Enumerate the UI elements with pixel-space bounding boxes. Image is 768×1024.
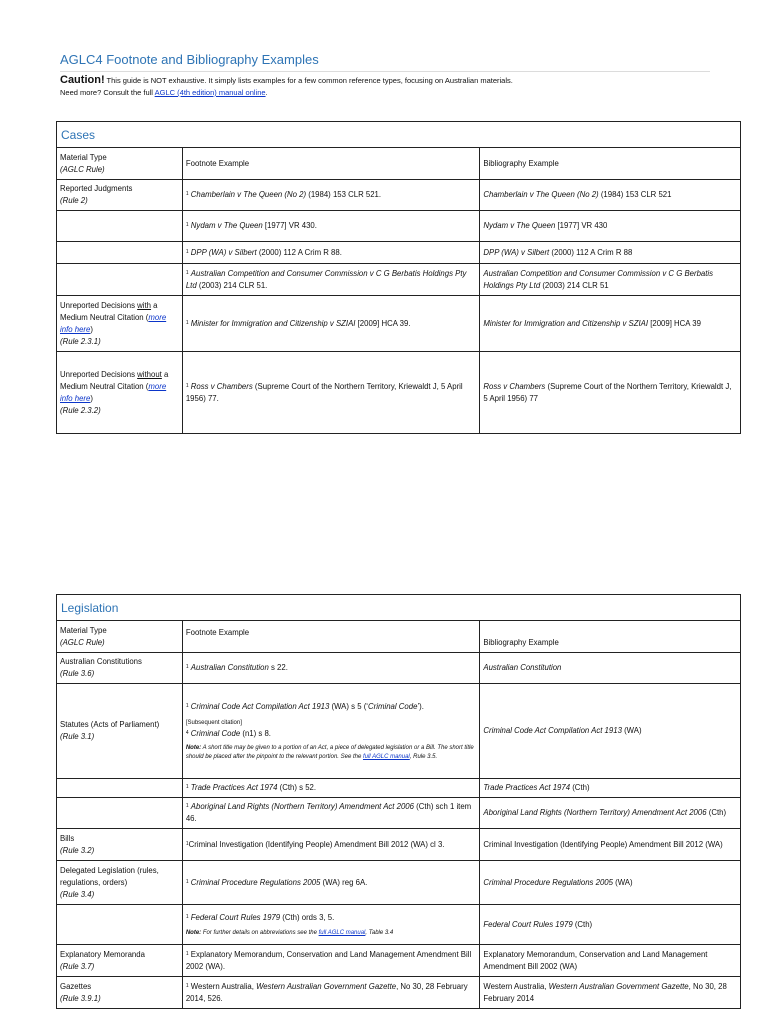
bibliography-cell: Trade Practices Act 1974 (Cth) xyxy=(480,779,741,798)
table-row xyxy=(57,977,741,1009)
page-title: AGLC4 Footnote and Bibliography Examples xyxy=(60,52,319,67)
header-material: Material Type (AGLC Rule) xyxy=(57,148,183,180)
bibliography-cell: Explanatory Memorandum, Conservation and Land Management Amendment Bill 2002 (WA) xyxy=(480,945,741,977)
table-row xyxy=(57,905,741,945)
aglc-manual-link[interactable]: AGLC (4th edition) manual online xyxy=(154,88,266,97)
header-material: Material Type (AGLC Rule) xyxy=(57,621,183,653)
footnote-cell: $^1$ Ross v Chambers (Supreme Court of the Northern Territory, Kriewaldt J, 5 April 1956) 77. xyxy=(182,352,480,434)
material-cell: Statutes (Acts of Parliament) (Rule 3.1) xyxy=(57,684,183,779)
material-cell: Unreported Decisions with a Medium Neutral Citation (more info here) (Rule 2.3.1) xyxy=(57,296,183,352)
material-cell xyxy=(57,264,183,296)
footnote-cell: $^1$ Aboriginal Land Rights (Northern Territory) Amendment Act 2006 (Cth) sch 1 item 46. xyxy=(182,798,480,829)
material-cell xyxy=(57,242,183,264)
footnote-cell: $^1$ Criminal Code Act Compilation Act 1913 (WA) s 5 (‘Criminal Code’). [Subsequent citation] $^4$ Criminal Code (n1) s 8. Note: A short title may be given to a portion of an Act, a piece of delegated legislation or a Bill. The short title should be placed after the pinpoint to the relevant portion. See the full AGLC manual, Rule 3.5. xyxy=(182,684,480,779)
table-row xyxy=(57,779,741,798)
full-aglc-manual-link[interactable]: full AGLC manual xyxy=(318,929,366,936)
caution-text: This guide is NOT exhaustive. It simply lists examples for a few common reference types, focusing on Australian materials. xyxy=(104,76,513,85)
material-cell: Bills (Rule 3.2) xyxy=(57,829,183,861)
bibliography-cell: Ross v Chambers (Supreme Court of the Northern Territory, Kriewaldt J, 5 April 1956) 77 xyxy=(480,352,741,434)
table-row xyxy=(57,684,741,779)
footnote-cell: $^1$Criminal Investigation (Identifying People) Amendment Bill 2012 (WA) cl 3. xyxy=(182,829,480,861)
bibliography-cell: Chamberlain v The Queen (No 2) (1984) 153 CLR 521 xyxy=(480,180,741,211)
more-info-link[interactable]: more info here xyxy=(60,312,167,334)
footnote-cell: $^1$ Nydam v The Queen [1977] VR 430. xyxy=(182,211,480,242)
caution-label: Caution! xyxy=(60,74,105,86)
table-row xyxy=(57,242,741,264)
footnote-cell: $^1$ Criminal Procedure Regulations 2005 (WA) reg 6A. xyxy=(182,861,480,905)
material-cell: Australian Constitutions (Rule 3.6) xyxy=(57,653,183,684)
header-footnote: Footnote Example xyxy=(182,148,480,180)
table-row xyxy=(57,352,741,434)
table-row xyxy=(57,296,741,352)
more-info-link[interactable]: more info here xyxy=(60,381,167,403)
footnote-cell: $^1$ Western Australia, Western Australian Government Gazette, No 30, 28 February 2014, 526. xyxy=(182,977,480,1009)
table-row xyxy=(57,180,741,211)
bibliography-cell: Criminal Code Act Compilation Act 1913 (WA) xyxy=(480,684,741,779)
bibliography-cell: Western Australia, Western Australian Government Gazette, No 30, 28 February 2014 xyxy=(480,977,741,1009)
material-cell: Gazettes (Rule 3.9.1) xyxy=(57,977,183,1009)
header-bibliography: Bibliography Example xyxy=(480,621,741,653)
table-header-row xyxy=(57,621,741,653)
bibliography-cell: Aboriginal Land Rights (Northern Territory) Amendment Act 2006 (Cth) xyxy=(480,798,741,829)
table-row xyxy=(57,653,741,684)
table-row xyxy=(57,264,741,296)
footnote-cell: $^1$ DPP (WA) v Silbert (2000) 112 A Crim R 88. xyxy=(182,242,480,264)
table-row xyxy=(57,861,741,905)
table-row xyxy=(57,798,741,829)
need-more-text: Need more? Consult the full xyxy=(60,88,155,97)
material-cell: Unreported Decisions without a Medium Neutral Citation (more info here) (Rule 2.3.2) xyxy=(57,352,183,434)
material-cell xyxy=(57,905,183,945)
footnote-cell: $^1$ Minister for Immigration and Citizenship v SZIAI [2009] HCA 39. xyxy=(182,296,480,352)
cases-section-title: Cases xyxy=(57,122,741,148)
legislation-table xyxy=(56,594,741,1009)
material-cell xyxy=(57,211,183,242)
table-row xyxy=(57,829,741,861)
header-footnote: Footnote Example xyxy=(182,621,480,653)
header-bibliography: Bibliography Example xyxy=(480,148,741,180)
bibliography-cell: Australian Constitution xyxy=(480,653,741,684)
table-row xyxy=(57,945,741,977)
footnote-cell: $^1$ Australian Competition and Consumer Commission v C G Berbatis Holdings Pty Ltd (2003) 214 CLR 51. xyxy=(182,264,480,296)
bibliography-cell: Federal Court Rules 1979 (Cth) xyxy=(480,905,741,945)
footnote-cell: $^1$ Chamberlain v The Queen (No 2) (1984) 153 CLR 521. xyxy=(182,180,480,211)
footnote-cell: $^1$ Federal Court Rules 1979 (Cth) ords 3, 5. Note: For further details on abbreviations see the full AGLC manual, Table 3.4 xyxy=(182,905,480,945)
table-row xyxy=(57,211,741,242)
footnote-cell: $^1$ Explanatory Memorandum, Conservation and Land Management Amendment Bill 2002 (WA). xyxy=(182,945,480,977)
bibliography-cell: Criminal Investigation (Identifying People) Amendment Bill 2012 (WA) xyxy=(480,829,741,861)
bibliography-cell: Nydam v The Queen [1977] VR 430 xyxy=(480,211,741,242)
title-divider xyxy=(60,71,710,72)
material-cell xyxy=(57,779,183,798)
bibliography-cell: Australian Competition and Consumer Commission v C G Berbatis Holdings Pty Ltd (2003) 214 CLR 51 xyxy=(480,264,741,296)
full-aglc-manual-link[interactable]: full AGLC manual xyxy=(362,753,410,760)
material-cell: Delegated Legislation (rules, regulations, orders) (Rule 3.4) xyxy=(57,861,183,905)
footnote-cell: $^1$ Trade Practices Act 1974 (Cth) s 52. xyxy=(182,779,480,798)
material-cell: Explanatory Memoranda (Rule 3.7) xyxy=(57,945,183,977)
footnote-cell: $^1$ Australian Constitution s 22. xyxy=(182,653,480,684)
caution-note: Caution! This guide is NOT exhaustive. It simply lists examples for a few common reference types, focusing on Australian materials. Need more? Consult the full AGLC (4th edition) manual online. xyxy=(60,74,513,97)
material-cell xyxy=(57,798,183,829)
cases-table xyxy=(56,121,741,434)
legislation-section-title: Legislation xyxy=(57,595,741,621)
bibliography-cell: Minister for Immigration and Citizenship v SZIAI [2009] HCA 39 xyxy=(480,296,741,352)
table-header-row xyxy=(57,148,741,180)
bibliography-cell: Criminal Procedure Regulations 2005 (WA) xyxy=(480,861,741,905)
material-cell: Reported Judgments (Rule 2) xyxy=(57,180,183,211)
bibliography-cell: DPP (WA) v Silbert (2000) 112 A Crim R 88 xyxy=(480,242,741,264)
